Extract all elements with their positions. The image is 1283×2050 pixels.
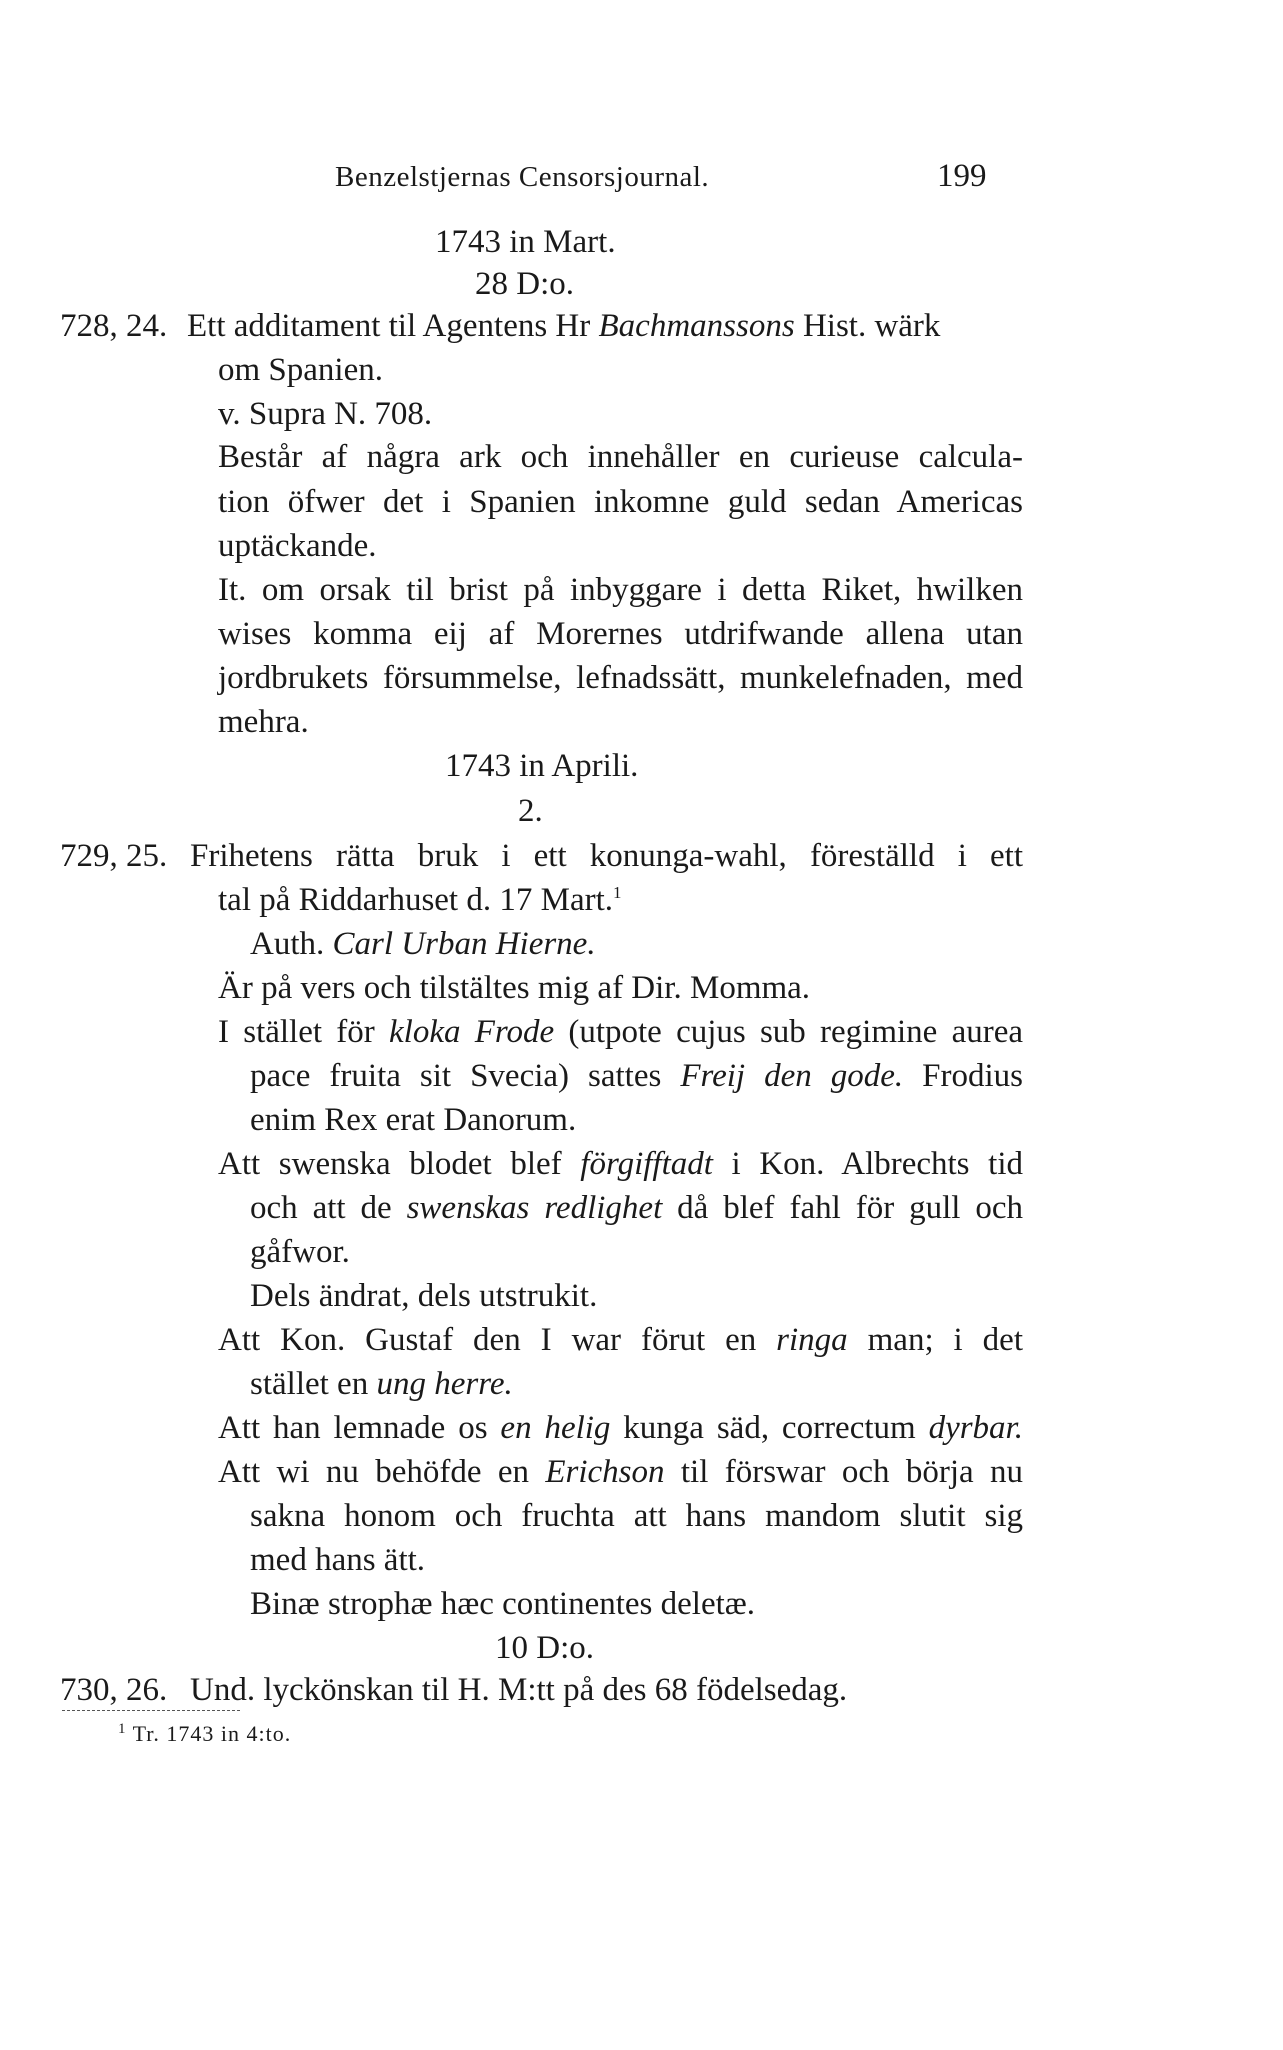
text-run: tal på Riddarhuset d. 17 Mart. [218,882,614,918]
entry-line: jordbrukets försummelse, lefnadssätt, munkelefnaden, med [218,660,1023,696]
running-header: Benzelstjernas Censorsjournal. [335,161,710,193]
footnote-separator [62,1710,240,1711]
entry-line [218,1324,1023,1357]
entry-line: tion öfwer det i Spanien inkomne guld sedan Americas [218,484,1023,520]
text-run: stället en [250,1366,377,1402]
date-heading: 1743 in Mart. [435,224,616,260]
text-run: Att swenska blodet blef [218,1146,581,1182]
entry-line: Består af några ark och innehåller en curieuse calcula- [218,439,1023,475]
entry-line: It. om orsak til brist på inbyggare i detta Riket, hwilken [218,572,1023,608]
italic-run: Freij den gode. [680,1058,904,1094]
page-number: 199 [937,158,987,194]
entry-line [218,1016,1023,1049]
text-run: Ett additament til Agentens Hr [187,308,599,344]
entry-line [250,1368,513,1401]
footnote-mark: 1 [118,1721,127,1737]
italic-run: Bachmanssons [598,308,795,344]
text-run: Auth. [250,926,333,962]
text-run: då blef fahl för gull och [662,1190,1024,1226]
footnote-text: Tr. 1743 in 4:to. [132,1721,292,1746]
italic-run: dyrbar. [928,1410,1023,1446]
entry-line [250,928,596,961]
italic-run: kloka Frode [389,1014,555,1050]
text-run: til förswar och börja nu [664,1454,1023,1490]
footnote-marker: 1 [613,883,622,902]
date-subheading: 28 D:o. [475,266,574,302]
entry-line: Dels ändrat, dels utstrukit. [250,1278,598,1314]
entry-line: enim Rex erat Danorum. [250,1102,577,1138]
entry-number: 728, 24. [60,308,168,344]
date-heading: 1743 in Aprili. [445,748,639,784]
entry-number: 730, 26. [60,1672,168,1708]
entry-line [250,1060,1023,1093]
entry-line [218,1456,1023,1489]
italic-run: en helig [500,1410,611,1446]
text-run: Att wi nu behöfde en [218,1454,546,1490]
entry-line: Frihetens rätta bruk i ett konunga-wahl, föreställd i ett [190,838,1023,874]
entry-line: med hans ätt. [250,1542,426,1578]
entry-line: uptäckande. [218,528,377,564]
text-run: i Kon. Albrechts tid [712,1146,1023,1182]
italic-run: förgifftadt [580,1146,713,1182]
entry-line: sakna honom och fruchta att hans mandom slutit sig [250,1498,1023,1534]
text-run: (utpote cujus sub regimine aurea [554,1014,1023,1050]
entry-line: mehra. [218,704,309,740]
entry-line [218,1412,1023,1445]
entry-line: Är på vers och tilstältes mig af Dir. Momma. [218,970,811,1006]
entry-line: om Spanien. [218,352,383,388]
date-subheading: 2. [518,793,543,829]
text-run: pace fruita sit Svecia) sattes [250,1058,681,1094]
entry-line: wises komma eij af Morernes utdrifwande allena utan [218,616,1023,652]
text-run: I stället för [218,1014,389,1050]
italic-run: swenskas redlighet [406,1190,663,1226]
italic-run: ung herre. [376,1366,513,1402]
date-subheading: 10 D:o. [495,1630,594,1666]
entry-line [218,884,622,917]
entry-line: Binæ strophæ hæc continentes deletæ. [250,1586,756,1622]
entry-line [218,1148,1023,1181]
text-run: Att Kon. Gustaf den I war förut en [218,1322,777,1358]
italic-run: Carl Urban Hierne. [332,926,596,962]
text-run: och att de [250,1190,407,1226]
entry-number: 729, 25. [60,838,168,874]
entry-line: v. Supra N. 708. [218,396,433,432]
italic-run: Erichson [545,1454,665,1490]
text-run: Att han lemnade os [218,1410,501,1446]
entry-line: Und. lyckönskan til H. M:tt på des 68 födelsedag. [190,1672,848,1708]
text-run: Frodius [903,1058,1023,1094]
text-run: kunga säd, correctum [610,1410,929,1446]
footnote [118,1722,291,1745]
italic-run: ringa [776,1322,848,1358]
entry-line [187,310,940,343]
entry-line: gåfwor. [250,1234,350,1270]
entry-line [250,1192,1023,1225]
text-run: man; i det [847,1322,1023,1358]
text-run: Hist. wärk [794,308,941,344]
